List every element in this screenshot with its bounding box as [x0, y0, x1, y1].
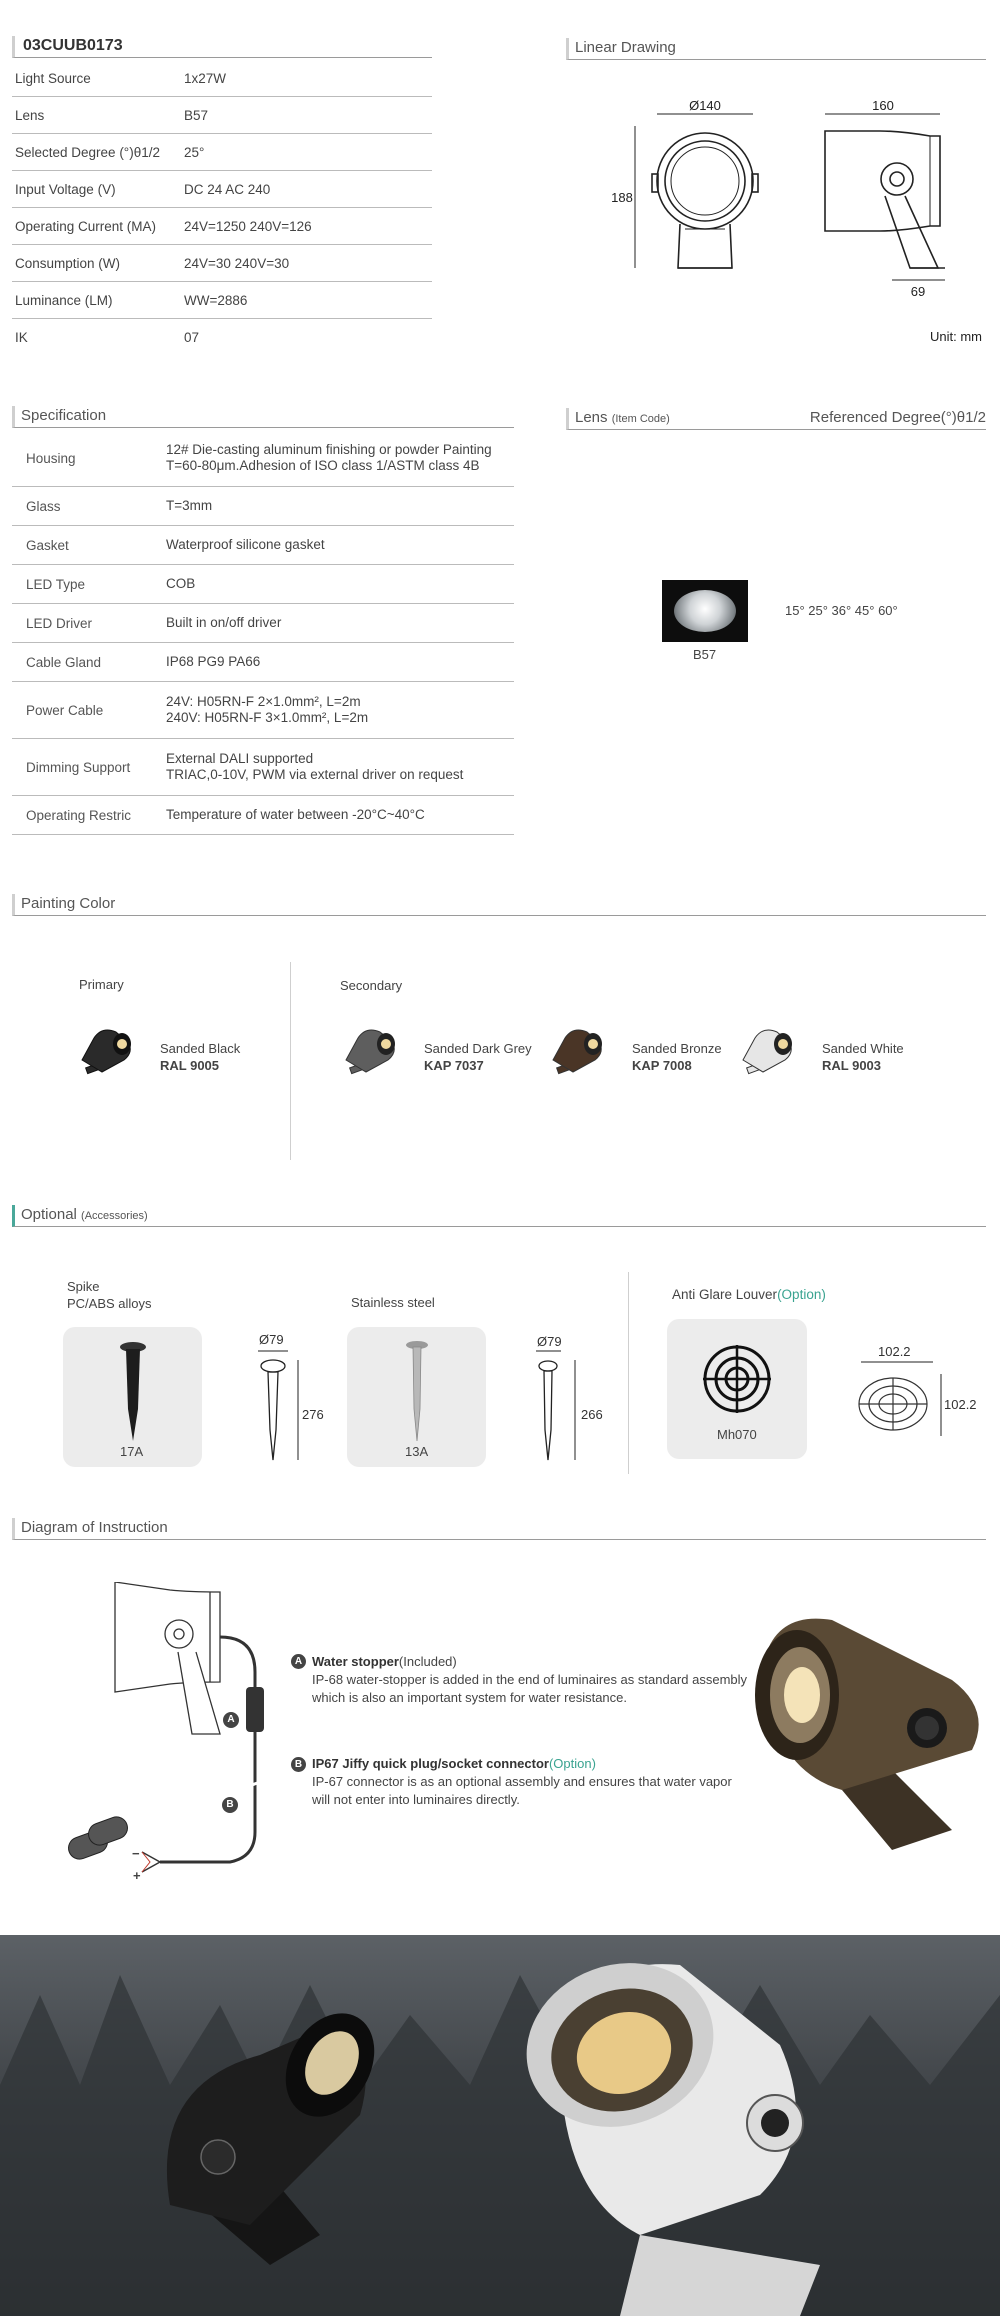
optional-divider	[628, 1272, 629, 1474]
front-view-drawing	[652, 133, 758, 268]
specification-value-line: Waterproof silicone gasket	[166, 537, 325, 552]
spec-value: WW=2886	[184, 293, 248, 308]
specification-value-line: 12# Die-casting aluminum finishing or powder Painting	[166, 442, 492, 457]
spec-label: IK	[15, 330, 28, 345]
specification-value	[166, 576, 514, 592]
specification-row	[12, 430, 514, 487]
spec-label: Lens	[15, 108, 45, 123]
specification-label: Operating Restric	[26, 807, 132, 823]
spike-box	[63, 1327, 202, 1467]
secondary-label: Secondary	[340, 978, 403, 993]
optional-title	[12, 1205, 986, 1227]
specification-value-line: IP68 PG9 PA66	[166, 654, 261, 669]
spec-label: Light Source	[15, 71, 91, 86]
spike-title-line1: Spike	[67, 1279, 100, 1294]
specification-value	[166, 751, 514, 783]
louver-title	[672, 1287, 826, 1302]
specification-label: Glass	[26, 498, 61, 514]
spec-value: B57	[184, 108, 209, 123]
specification-value-line: COB	[166, 576, 196, 591]
spec-value: DC 24 AC 240	[184, 182, 271, 197]
bronze-spotlight-image	[752, 1600, 992, 1850]
instruction-a-title: Water stopper	[312, 1654, 399, 1669]
steel-length: 266	[581, 1407, 603, 1422]
primary-label: Primary	[79, 977, 124, 992]
optional-label: Optional	[21, 1206, 77, 1223]
specification-value-line: External DALI supported	[166, 751, 314, 766]
specification-value	[166, 498, 514, 514]
specification-value	[166, 694, 514, 726]
diagram-marker-b: B	[222, 1797, 238, 1813]
specification-value-line: Temperature of water between -20°C~40°C	[166, 807, 425, 822]
specification-title	[12, 406, 514, 428]
specification-label: Cable Gland	[26, 654, 102, 670]
specification-row	[12, 487, 514, 526]
louver-option: (Option)	[777, 1287, 826, 1302]
specification-value	[166, 654, 514, 670]
swatch-sanded-dark-grey	[336, 1020, 406, 1090]
instruction-b-line2: will not enter into luminaires directly.	[312, 1792, 520, 1807]
swatch-sanded-black-text	[160, 1040, 240, 1074]
painting-color-label: Painting Color	[21, 895, 116, 912]
specification-label: LED Driver	[26, 615, 93, 631]
specification-row	[12, 682, 514, 739]
side-base-text: 69	[910, 284, 926, 299]
specification-label: Dimming Support	[26, 759, 131, 775]
spec-label: Operating Current (MA)	[15, 219, 157, 234]
spec-label: Luminance (LM)	[15, 293, 113, 308]
plus-label: +	[133, 1868, 141, 1883]
louver-drawing	[855, 1360, 945, 1440]
instruction-title	[12, 1518, 986, 1540]
spec-row	[12, 59, 432, 97]
painting-color-title	[12, 894, 986, 916]
unit-label: Unit: mm	[930, 329, 982, 344]
spec-value: 24V=30 240V=30	[184, 256, 290, 271]
specification-row	[12, 796, 514, 835]
specification-label: Housing	[26, 450, 76, 466]
steel-spike-icon	[402, 1339, 432, 1443]
specification-value-line: TRIAC,0-10V, PWM via external driver on request	[166, 767, 464, 782]
swatch-name: Sanded White	[822, 1041, 904, 1056]
spec-value: 1x27W	[184, 71, 227, 86]
specification-label: Gasket	[26, 537, 69, 553]
lens-degrees: 15° 25° 36° 45° 60°	[785, 603, 898, 618]
diagram-marker-a: A	[223, 1712, 239, 1728]
hero-scene	[0, 1935, 1000, 2316]
linear-drawing	[600, 96, 980, 306]
spec-row	[12, 207, 432, 245]
louver-width: 102.2	[878, 1344, 911, 1359]
specification-label: Specification	[21, 407, 107, 424]
specification-row	[12, 565, 514, 604]
hero-banner	[0, 1935, 1000, 2316]
side-width-text: 160	[872, 98, 894, 113]
wiring-diagram	[60, 1582, 290, 1892]
instruction-b-note: (Option)	[548, 1756, 596, 1771]
product-code-bar	[12, 36, 432, 58]
spotlight-icon	[72, 1020, 142, 1090]
spec-row	[12, 170, 432, 208]
instruction-b	[312, 1755, 732, 1809]
specification-row	[12, 739, 514, 796]
spotlight-icon	[733, 1020, 803, 1090]
swatch-code: KAP 7008	[632, 1058, 692, 1073]
spec-row	[12, 96, 432, 134]
swatch-code: RAL 9003	[822, 1058, 882, 1073]
swatch-code: RAL 9005	[160, 1058, 220, 1073]
spotlight-icon	[543, 1020, 613, 1090]
specification-row	[12, 643, 514, 682]
steel-spike-box	[347, 1327, 486, 1467]
specification-value-line: 240V: H05RN-F 3×1.0mm², L=2m	[166, 710, 369, 725]
swatch-text	[424, 1040, 532, 1074]
spike-title	[67, 1278, 152, 1312]
spec-value: 24V=1250 240V=126	[184, 219, 312, 234]
spec-value: 25°	[184, 145, 205, 160]
specification-row	[12, 604, 514, 643]
swatch-text	[632, 1040, 722, 1074]
specification-value-line: T=3mm	[166, 498, 213, 513]
lens-label-note: (Item Code)	[611, 413, 670, 425]
linear-drawing-label: Linear Drawing	[575, 39, 676, 56]
louver-icon	[701, 1343, 773, 1415]
louver-height: 102.2	[944, 1397, 977, 1412]
specification-label: LED Type	[26, 576, 86, 592]
linear-drawing-title	[566, 38, 986, 60]
specification-value	[166, 537, 514, 553]
specification-value	[166, 807, 514, 823]
front-height-text: 188	[611, 190, 633, 205]
product-code: 03CUUB0173	[23, 37, 123, 54]
front-diameter-text: Ø140	[689, 98, 721, 113]
specification-row	[12, 526, 514, 565]
optional-label-note: (Accessories)	[81, 1210, 148, 1222]
steel-diameter: Ø79	[537, 1334, 562, 1349]
referenced-degree-label: Referenced Degree(°)θ1/2	[809, 409, 986, 426]
spotlight-icon	[336, 1020, 406, 1090]
spike-diameter: Ø79	[259, 1332, 284, 1347]
specification-value	[166, 442, 514, 474]
louver-box	[667, 1319, 807, 1459]
instruction-a	[312, 1653, 747, 1707]
lens-title	[566, 408, 986, 430]
instruction-a-line1: IP-68 water-stopper is added in the end of luminaires as standard assembly	[312, 1672, 748, 1687]
swatch-text	[822, 1040, 904, 1074]
painting-divider	[290, 962, 291, 1160]
lens-code: B57	[693, 647, 717, 662]
swatch-sanded-white	[733, 1020, 803, 1090]
swatch-name: Sanded Dark Grey	[424, 1041, 532, 1056]
instruction-a-note: (Included)	[398, 1654, 457, 1669]
specification-value-line: 24V: H05RN-F 2×1.0mm², L=2m	[166, 694, 361, 709]
louver-code: Mh070	[717, 1427, 757, 1442]
specification-label: Power Cable	[26, 702, 104, 718]
lens-image	[662, 580, 748, 642]
specification-value	[166, 615, 514, 631]
spec-row	[12, 133, 432, 171]
spike-code: 17A	[120, 1444, 144, 1459]
instruction-b-title: IP67 Jiffy quick plug/socket connector	[312, 1756, 549, 1771]
spike-length: 276	[302, 1407, 324, 1422]
minus-label: −	[132, 1846, 140, 1861]
swatch-name: Sanded Bronze	[632, 1041, 722, 1056]
instruction-a-marker: A	[291, 1654, 306, 1669]
steel-title: Stainless steel	[351, 1295, 435, 1310]
spec-value: 07	[184, 330, 200, 345]
instruction-a-line2: which is also an important system for water resistance.	[312, 1690, 628, 1705]
swatch-code: KAP 7037	[424, 1058, 484, 1073]
spec-row	[12, 318, 432, 355]
specification-value-line: T=60-80μm.Adhesion of ISO class 1/ASTM class 4B	[166, 458, 480, 473]
spike-icon	[116, 1339, 150, 1443]
spec-label: Consumption (W)	[15, 256, 121, 271]
swatch-name: Sanded Black	[160, 1041, 241, 1056]
spec-label: Input Voltage (V)	[15, 182, 116, 197]
swatch-sanded-bronze	[543, 1020, 613, 1090]
specification-table	[12, 430, 514, 835]
instruction-label: Diagram of Instruction	[21, 1519, 168, 1536]
side-view-drawing	[825, 131, 945, 268]
spec-label: Selected Degree (°)θ1/2	[15, 145, 160, 160]
louver-title-text: Anti Glare Louver	[672, 1287, 778, 1302]
instruction-b-marker: B	[291, 1757, 306, 1772]
spec-row	[12, 244, 432, 282]
swatch-sanded-black	[72, 1020, 142, 1090]
lens-label: Lens	[575, 409, 608, 426]
spec-row	[12, 281, 432, 319]
spike-title-line2: PC/ABS alloys	[67, 1296, 152, 1311]
instruction-b-line1: IP-67 connector is as an optional assembly and ensures that water vapor	[312, 1774, 732, 1789]
steel-spike-code: 13A	[405, 1444, 429, 1459]
specification-value-line: Built in on/off driver	[166, 615, 282, 630]
